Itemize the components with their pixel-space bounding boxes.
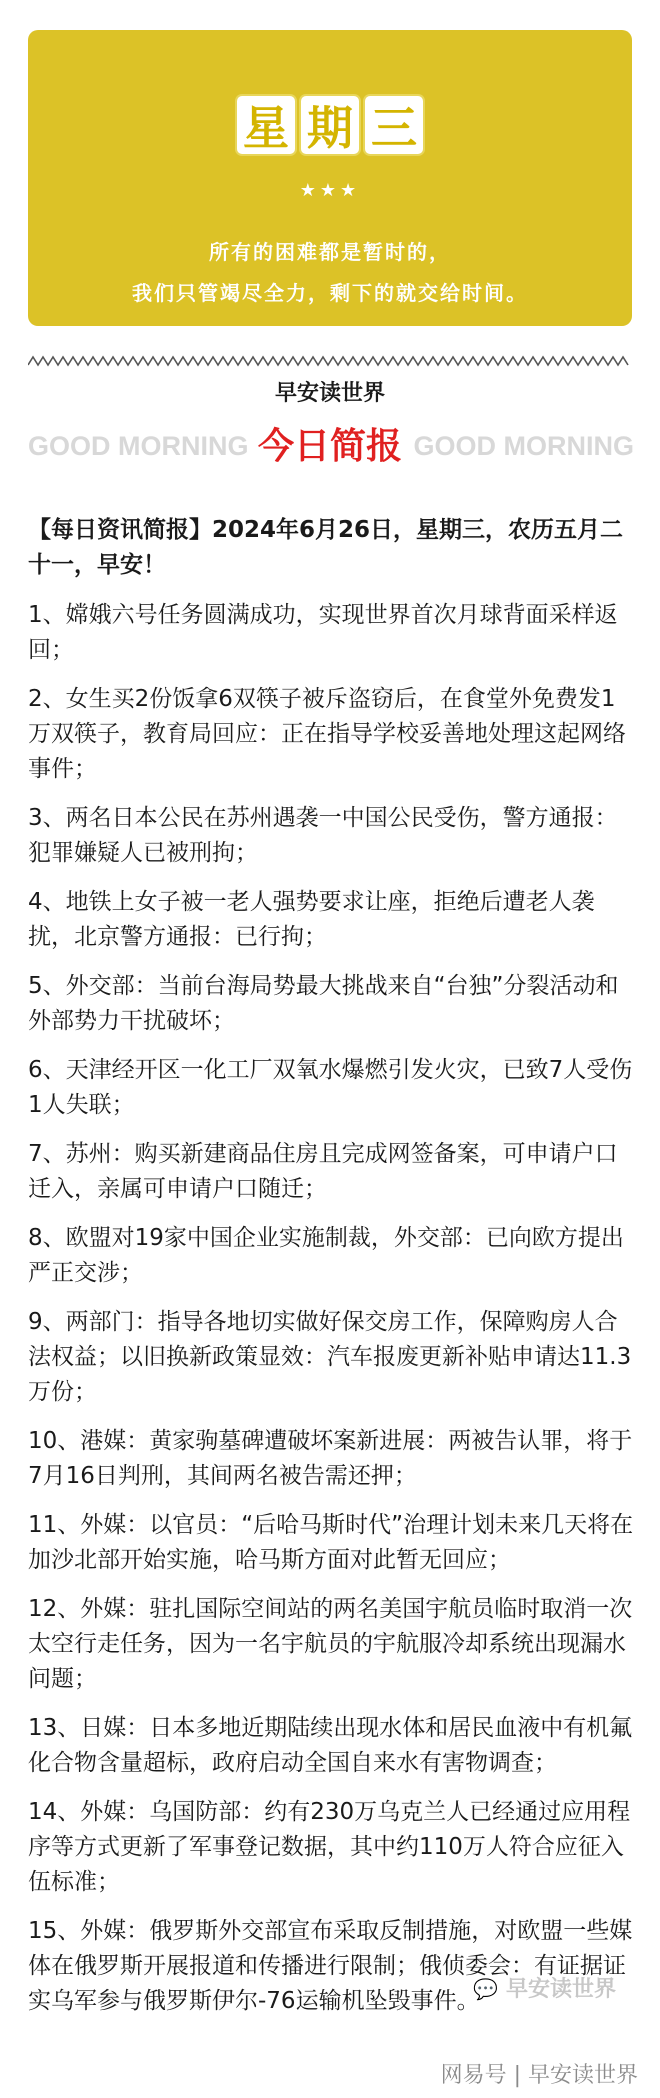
news-item: 10、港媒：黄家驹墓碑遭破坏案新进展：两被告认罪，将于7月16日判刑，其间两名被告需还押； (28, 1428, 633, 1489)
weekday-badge (28, 98, 632, 155)
news-item: 3、两名日本公民在苏州遇袭一中国公民受伤，警方通报：犯罪嫌疑人已被刑拘； (28, 805, 618, 866)
news-item: 7、苏州：购买新建商品住房且完成网签备案，可申请户口迁入，亲属可申请户口随迁； (28, 1141, 618, 1202)
weekday-char: 期 (303, 98, 357, 152)
page-title: 今日简报 (257, 426, 402, 467)
motto-line-2: 我们只管竭尽全力，剩下的就交给时间。 (132, 281, 528, 305)
news-item: 5、外交部：当前台海局势最大挑战来自“台独”分裂活动和外部势力干扰破坏； (28, 973, 619, 1034)
zigzag-divider (28, 355, 632, 367)
header-card (28, 30, 632, 326)
footer-watermark: 网易号 | 早安读世界 (440, 2063, 638, 2088)
news-item: 11、外媒：以官员：“后哈马斯时代”治理计划未来几天将在加沙北部开始实施，哈马斯方面对此暂无回应； (28, 1512, 634, 1573)
weekday-char: 星 (239, 98, 293, 152)
wechat-bubble-icon: 💬 (473, 1977, 498, 2001)
news-item: 8、欧盟对19家中国企业实施制裁，外交部：已向欧方提出严正交涉； (28, 1225, 624, 1286)
briefing-body (28, 513, 634, 2033)
account-watermark (473, 1972, 616, 2003)
good-morning-left: GOOD MORNING (28, 431, 249, 461)
briefing-headline: 【每日资讯简报】2024年6月26日，星期三，农历五月二十一，早安！ (28, 517, 624, 578)
news-item: 6、天津经开区一化工厂双氧水爆燃引发火灾，已致7人受伤1人失联； (28, 1057, 633, 1118)
star-icons: ★★★ (299, 180, 361, 201)
motto-line-1: 所有的困难都是暂时的， (209, 240, 451, 264)
account-watermark-text: 早安读世界 (505, 1977, 616, 2002)
news-item: 4、地铁上女子被一老人强势要求让座，拒绝后遭老人袭扰，北京警方通报：已行拘； (28, 889, 595, 950)
news-item: 15、外媒：俄罗斯外交部宣布采取反制措施，对欧盟一些媒体在俄罗斯开展报道和传播进行限制；俄侦委会：有证据证实乌军参与俄罗斯伊尔-76运输机坠毁事件。 (28, 1918, 633, 2014)
news-item: 13、日媒：日本多地近期陆续出现水体和居民血液中有机氟化合物含量超标，政府启动全国自来水有害物调查； (28, 1715, 633, 1776)
news-item: 1、嫦娥六号任务圆满成功，实现世界首次月球背面采样返回； (28, 602, 618, 663)
news-item: 9、两部门：指导各地切实做好保交房工作，保障购房人合法权益；以旧换新政策显效：汽车报废更新补贴申请达11.3万份； (28, 1309, 632, 1405)
brand-name: 早安读世界 (274, 381, 385, 406)
weekday-char: 三 (367, 98, 421, 152)
news-item: 14、外媒：乌国防部：约有230万乌克兰人已经通过应用程序等方式更新了军事登记数据，其中约110万人符合应征入伍标准； (28, 1799, 631, 1895)
good-morning-right: GOOD MORNING (413, 431, 634, 461)
news-item: 2、女生买2份饭拿6双筷子被斥盗窃后，在食堂外免费发1万双筷子，教育局回应：正在指导学校妥善地处理这起网络事件； (28, 686, 626, 782)
news-item: 12、外媒：驻扎国际空间站的两名美国宇航员临时取消一次太空行走任务，因为一名宇航员的宇航服冷却系统出现漏水问题； (28, 1596, 633, 1692)
